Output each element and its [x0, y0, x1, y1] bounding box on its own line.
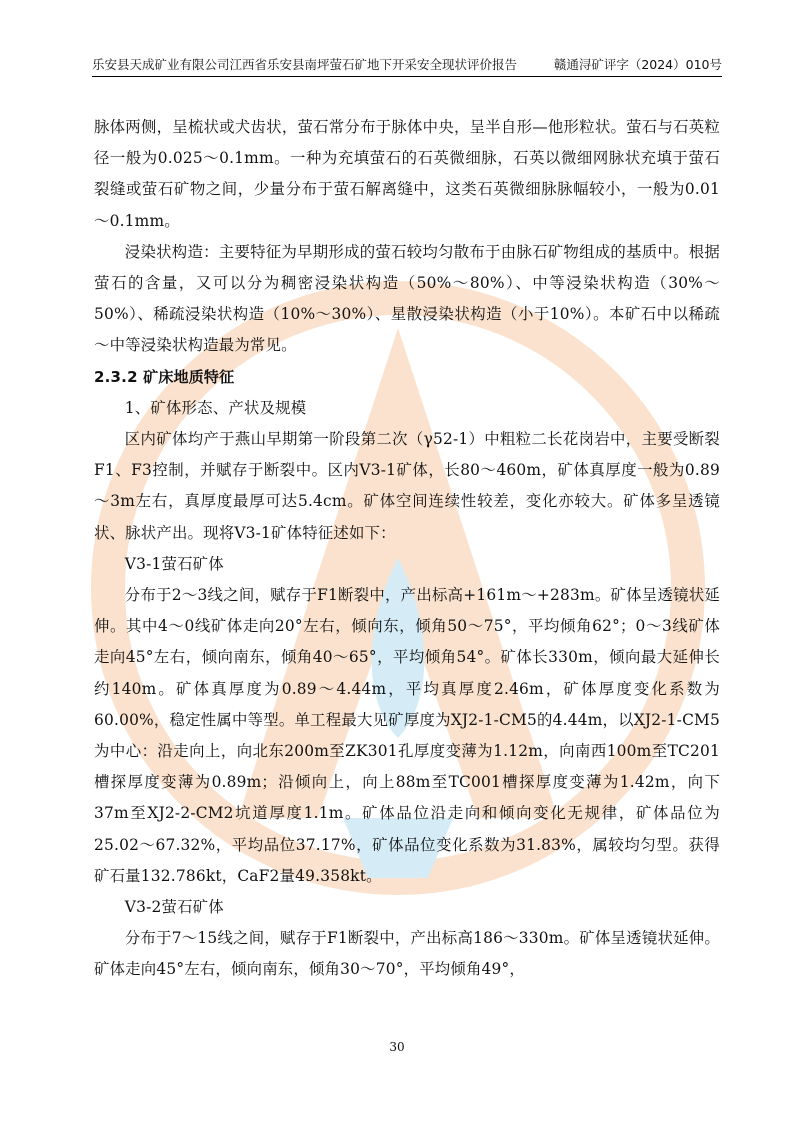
paragraph: 浸染状构造：主要特征为早期形成的萤石较均匀散布于由脉石矿物组成的基质中。根据萤石的含量，又可以分为稠密浸染状构造（50%～80%）、中等浸染状构造（30%～50%）、稀疏浸染状构造（10%～30%）、星散浸染状构造（小于10%）。本矿石中以稀疏～中等浸染状构造最为常见。 — [94, 242, 720, 355]
orebody-heading: V3-1萤石矿体 — [124, 554, 224, 573]
subsection-heading: 1、矿体形态、产状及规模 — [124, 398, 307, 417]
body-text — [94, 112, 720, 986]
page-header — [92, 56, 722, 77]
paragraph: 区内矿体均产于燕山早期第一阶段第二次（γ52-1）中粗粒二长花岗岩中，主要受断裂F1、F3控制，并赋存于断裂中。区内V3-1矿体，长80～460m，矿体真厚度一般为0.89～3m左右，真厚度最厚可达5.4cm。矿体空间连续性较差，变化亦较大。矿体多呈透镜状、脉状产出。现将V3-1矿体特征述如下： — [94, 430, 720, 542]
paragraph: 分布于2～3线之间，赋存于F1断裂中，产出标高+161m～+283m。矿体呈透镜状延伸。其中4～0线矿体走向20°左右，倾向东，倾角50～75°，平均倾角62°；0～3线矿体走向45°左右，倾向南东，倾角40～65°，平均倾角54°。矿体长330m，倾向最大延伸长约140m。矿体真厚度为0.89～4.44m，平均真厚度2.46m，矿体厚度变化系数为60.00%，稳定性属中等型。单工程最大见矿厚度为XJ2-1-CM5的4.44m，以XJ2-1-CM5为中心：沿走向上，向北东200m至ZK301孔厚度变薄为1.12m，向南西100m至TC201槽探厚度变薄为0.89m；沿倾向上，向上88m至TC001槽探厚度变薄为1.42m，向下37m至XJ2-2-CM2坑道厚度1.1m。矿体品位沿走向和倾向变化无规律，矿体品位为25.02～67.32%，平均品位37.17%，矿体品位变化系数为31.83%，属较均匀型。获得矿石量132.786kt，CaF2量49.358kt。 — [94, 586, 720, 885]
orebody-heading: V3-2萤石矿体 — [124, 898, 224, 917]
paragraph: 分布于7～15线之间，赋存于F1断裂中，产出标高186～330m。矿体呈透镜状延伸。矿体走向45°左右，倾向南东，倾角30～70°，平均倾角49°， — [94, 929, 720, 979]
section-heading: 2.3.2 矿床地质特征 — [94, 367, 235, 386]
header-report-title: 乐安县天成矿业有限公司江西省乐安县南坪萤石矿地下开采安全现状评价报告 — [92, 57, 518, 72]
paragraph: 脉体两侧，呈梳状或犬齿状，萤石常分布于脉体中央，呈半自形—他形粒状。萤石与石英粒径一般为0.025～0.1mm。一种为充填萤石的石英微细脉，石英以微细网脉状充填于萤石裂缝或萤石矿物之间，少量分布于萤石解离缝中，这类石英微细脉脉幅较小，一般为0.01～0.1mm。 — [94, 118, 720, 230]
page-number: 30 — [389, 1040, 405, 1054]
header-document-number: 赣通浔矿评字（2024）010号 — [553, 57, 722, 72]
